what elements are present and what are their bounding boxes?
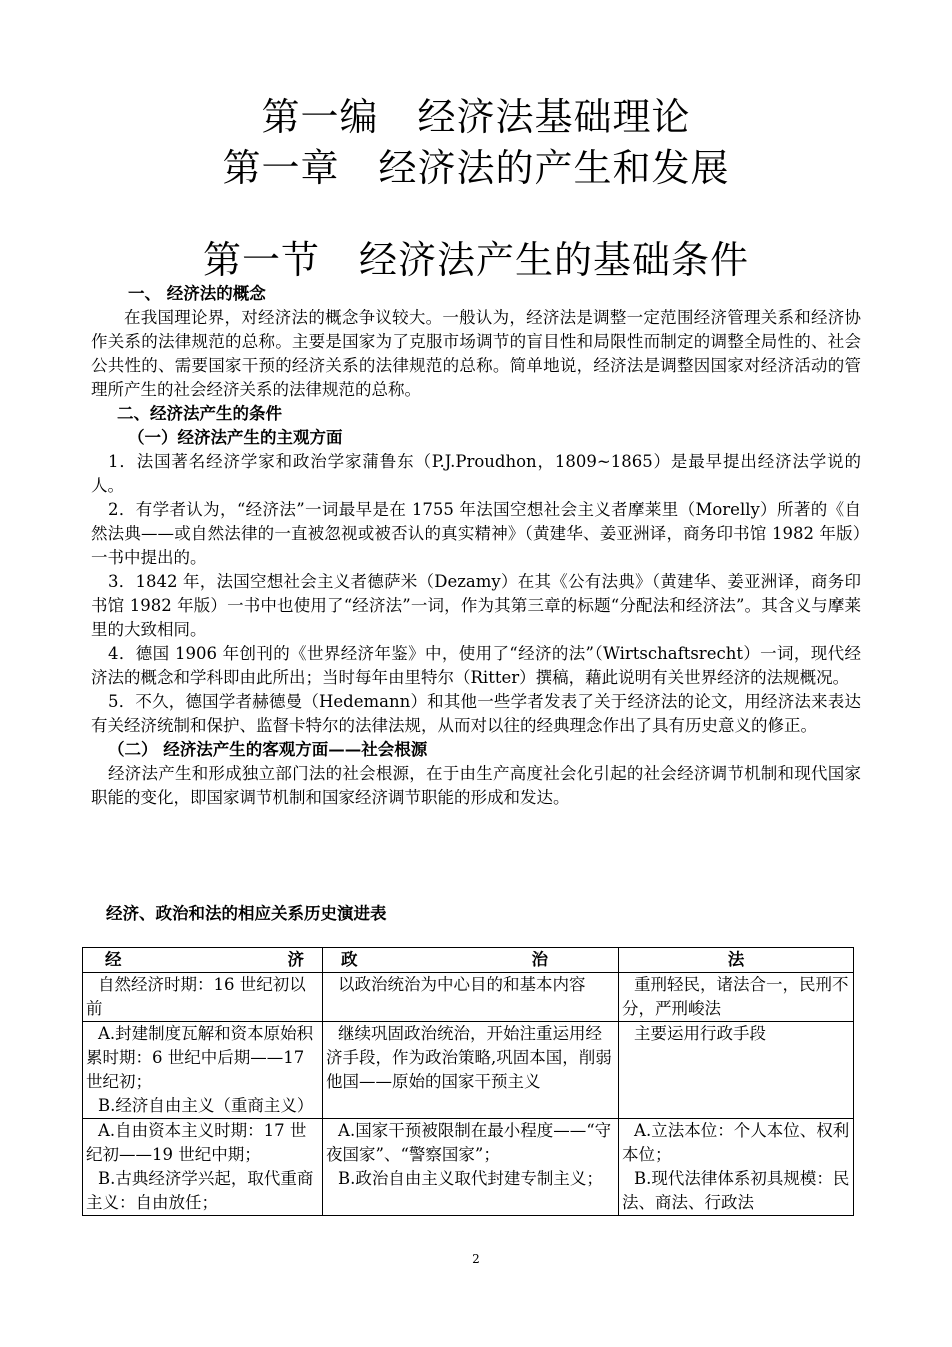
list-item: 1．法国著名经济学家和政治学家蒲鲁东（P.J.Proudhon，1809~1865）是最早提出经济法学说的人。 bbox=[91, 452, 861, 495]
table-row bbox=[83, 973, 854, 1022]
table-row bbox=[83, 1022, 854, 1119]
cell-text: A.封建制度瓦解和资本原始积累时期：6 世纪中后期——17 世纪初； bbox=[86, 1024, 314, 1091]
cell-law bbox=[619, 1022, 854, 1119]
heading-objective: （二） 经济法产生的客观方面——社会根源 bbox=[108, 740, 428, 759]
cell-law bbox=[619, 973, 854, 1022]
cell-text: 继续巩固政治统治，开始注重运用经济手段，作为政治策略,巩固本国，削弱他国——原始的国家干预主义 bbox=[326, 1024, 612, 1091]
cell-politics bbox=[323, 973, 619, 1022]
cell-text: A.国家干预被限制在最小程度——“守夜国家”、“警察国家”； bbox=[326, 1121, 612, 1164]
cell-text: B.经济自由主义（重商主义） bbox=[98, 1096, 314, 1115]
heading-conditions: 二、经济法产生的条件 bbox=[117, 404, 282, 423]
header-politics-b: 治 bbox=[531, 950, 549, 969]
cell-text: B.古典经济学兴起，取代重商主义：自由放任； bbox=[86, 1169, 314, 1212]
cell-text: 以政治统治为中心目的和基本内容 bbox=[338, 975, 586, 994]
cell-text: A.立法本位：个人本位、权利本位； bbox=[622, 1121, 850, 1164]
header-economy-b: 济 bbox=[287, 950, 305, 969]
list-item: 5．不久，德国学者赫德曼（Hedemann）和其他一些学者发表了关于经济法的论文，用经济法来表达有关经济统制和保护、监督卡特尔的法律法规，从而对以往的经典理念作出了具有历史意义的修正。 bbox=[91, 692, 861, 735]
cell-economy bbox=[83, 1119, 323, 1216]
list-item: 2．有学者认为，“经济法”一词最早是在 1755 年法国空想社会主义者摩莱里（Morelly）所著的《自然法典——或自然法律的一直被忽视或被否认的真实精神》（黄建华、姜亚洲译，商务印书馆 1982 年版）一书中提出的。 bbox=[91, 500, 861, 567]
cell-text: 重刑轻民，诸法合一，民刑不分，严刑峻法 bbox=[622, 975, 849, 1018]
header-law: 法 bbox=[619, 948, 854, 973]
cell-law bbox=[619, 1119, 854, 1216]
heading-concept: 一、 经济法的概念 bbox=[128, 284, 266, 303]
cell-text: B.政治自由主义取代封建专制主义； bbox=[338, 1169, 603, 1188]
page-number: 2 bbox=[472, 1252, 480, 1266]
table-header-row bbox=[83, 948, 854, 973]
cell-politics bbox=[323, 1022, 619, 1119]
header-politics bbox=[323, 948, 619, 973]
header-economy bbox=[83, 948, 323, 973]
body-text bbox=[91, 282, 861, 810]
list-item: 4．德国 1906 年创刊的《世界经济年鉴》中，使用了“经济的法”（Wirtschaftsrecht）一词，现代经济法的概念和学科即由此所出；当时每年由里特尔（Ritter）撰稿，藉此说明有关世界经济的法规概况。 bbox=[91, 644, 861, 687]
table-title: 经济、政治和法的相应关系历史演进表 bbox=[106, 904, 387, 923]
section-title: 第一节 经济法产生的基础条件 bbox=[202, 238, 749, 282]
cell-economy bbox=[83, 973, 323, 1022]
cell-text: 自然经济时期：16 世纪初以前 bbox=[86, 975, 306, 1018]
concept-paragraph: 在我国理论界，对经济法的概念争议较大。一般认为，经济法是调整一定范围经济管理关系和经济协作关系的法律规范的总称。主要是国家为了克服市场调节的盲目性和局限性而制定的调整全局性的、社会公共性的、需要国家干预的经济关系的法律规范的总称。简单地说，经济法是调整因国家对经济活动的管理所产生的社会经济关系的法律规范的总称。 bbox=[91, 308, 861, 399]
table-row bbox=[83, 1119, 854, 1216]
chapter-title: 第一章 经济法的产生和发展 bbox=[222, 146, 730, 190]
cell-economy bbox=[83, 1022, 323, 1119]
objective-paragraph: 经济法产生和形成独立部门法的社会根源，在于由生产高度社会化引起的社会经济调节机制和现代国家职能的变化，即国家调节机制和国家经济调节职能的形成和发达。 bbox=[91, 764, 861, 807]
heading-subjective: （一）经济法产生的主观方面 bbox=[128, 428, 343, 447]
header-politics-a: 政 bbox=[341, 950, 358, 969]
cell-text: A.自由资本主义时期：17 世纪初——19 世纪中期； bbox=[86, 1121, 307, 1164]
history-table bbox=[82, 947, 854, 1216]
list-item: 3．1842 年，法国空想社会主义者德萨米（Dezamy）在其《公有法典》（黄建华、姜亚洲译，商务印书馆 1982 年版）一书中也使用了“经济法”一词，作为其第三章的标题“分配法和经济法”。其含义与摩莱里的大致相同。 bbox=[91, 572, 861, 639]
header-economy-a: 经 bbox=[105, 950, 122, 969]
cell-politics bbox=[323, 1119, 619, 1216]
part-title: 第一编 经济法基础理论 bbox=[261, 95, 691, 139]
cell-text: 主要运用行政手段 bbox=[634, 1024, 767, 1043]
cell-text: B.现代法律体系初具规模：民法、商法、行政法 bbox=[622, 1169, 850, 1212]
